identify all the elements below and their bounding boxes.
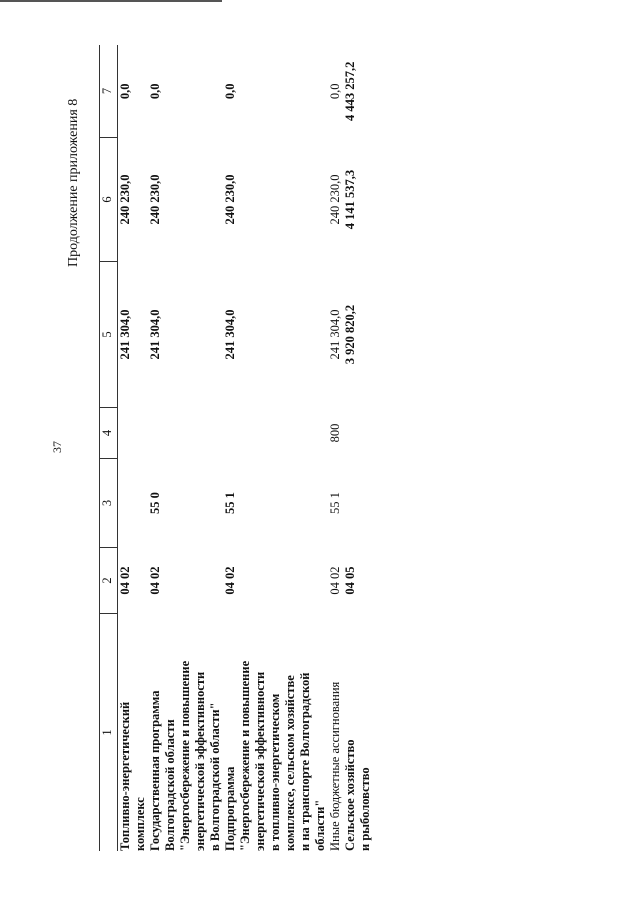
cell-program: 55 1 — [223, 492, 237, 514]
cell-expense-type — [223, 408, 328, 459]
cell-program: 55 1 — [328, 492, 342, 514]
table-row — [328, 45, 343, 851]
table-row — [343, 45, 373, 851]
table-body — [118, 45, 374, 851]
col-header-4: 4 — [100, 408, 118, 459]
row-label: Сельское хозяйство и рыболовство — [343, 739, 372, 851]
cell-value-7: 0,0 — [148, 83, 162, 100]
cell-value-5: 241 304,0 — [118, 309, 132, 360]
cell-value-6: 4 141 537,3 — [343, 169, 357, 230]
cell-code: 04 02 — [223, 566, 237, 595]
cell-program — [118, 459, 149, 548]
cell-expense-type — [343, 408, 373, 459]
cell-value-7: 4 443 257,2 — [343, 61, 357, 121]
cell-value-6: 240 230,0 — [328, 174, 342, 225]
budget-table — [99, 45, 373, 851]
col-header-1: 1 — [100, 614, 118, 852]
col-header-7: 7 — [100, 45, 118, 138]
cell-expense-type: 800 — [328, 423, 342, 443]
row-label: Подпрограмма "Энергосбережение и повышение энергетической эффективности в топливно-энергетическом комплексе, сельском хозяйстве и на транспорте Волгоградской области" — [223, 660, 327, 851]
cell-value-6: 240 230,0 — [223, 174, 237, 225]
row-label: Государственная программа Волгоградской области "Энергосбережение и повышение энергетической эффективности в Волгоградской области" — [148, 660, 222, 851]
page-number: 37 — [50, 441, 64, 453]
row-label: Топливно-энергетический комплекс — [118, 701, 147, 851]
cell-value-6: 240 230,0 — [148, 174, 162, 225]
cell-code: 04 02 — [328, 566, 342, 595]
cell-value-5: 3 920 820,2 — [343, 304, 357, 365]
cell-code: 04 02 — [118, 566, 132, 595]
cell-value-5: 241 304,0 — [328, 309, 342, 360]
row-label: Иные бюджетные ассигнования — [328, 681, 342, 851]
col-header-3: 3 — [100, 459, 118, 548]
cell-value-7: 0,0 — [328, 83, 342, 100]
table-row — [148, 45, 223, 851]
cell-program — [343, 459, 373, 548]
continuation-label: Продолжение приложения 8 — [66, 98, 81, 267]
cell-value-6: 240 230,0 — [118, 174, 132, 225]
header-row — [100, 45, 118, 851]
cell-value-5: 241 304,0 — [223, 309, 237, 360]
table-row — [223, 45, 328, 851]
cell-value-5: 241 304,0 — [148, 309, 162, 360]
cell-value-7: 0,0 — [223, 83, 237, 100]
col-header-2: 2 — [100, 548, 118, 614]
col-header-5: 5 — [100, 262, 118, 408]
cell-code: 04 05 — [343, 566, 357, 595]
cell-program: 55 0 — [148, 492, 162, 514]
cell-code: 04 02 — [148, 566, 162, 595]
table-row — [118, 45, 149, 851]
col-header-6: 6 — [100, 138, 118, 262]
cell-expense-type — [148, 408, 223, 459]
cell-expense-type — [118, 408, 149, 459]
cell-value-7: 0,0 — [118, 83, 132, 100]
